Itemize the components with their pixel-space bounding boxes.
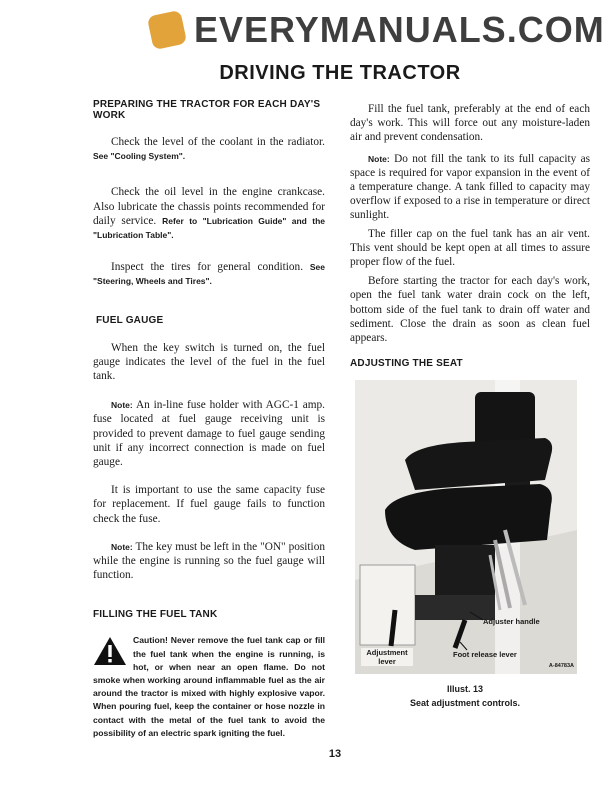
watermark-text: EVERYMANUALS.COM [194,9,605,50]
caution-text: Caution! Never remove the fuel tank cap or fill the fuel tank when the engine is running, is hot, or when near an open flame. Do not smoke when working around inflammable fuel as the air around the tractor is mixed with highly explosive vapor. When pouring fuel, keep the container or hose nozzle in contact with the metal of the fuel tank to avoid the possibility of an electric spark igniting the fuel. [93,635,325,738]
paragraph-text: It is important to use the same capacity fuse for replacement. If fuel gauge fails to function check the fuse. [93,484,325,525]
reference-text: Refer to "Lubrication Guide" and the "Lubrication Table". [93,215,325,241]
tractor-seat-illustration [355,380,577,674]
callout-adjustment-lever: Adjustment lever [361,648,413,666]
callout-adjuster-handle: Adjuster handle [483,617,540,627]
warning-triangle-icon [93,636,127,666]
paragraph-text: Before starting the tractor for each day's work, open the fuel tank water drain cock on the left, bottom side of the fuel tank to drain off water and sediment. Close the drain as soon as clean fuel appears. [350,275,590,345]
figure-caption: Seat adjustment controls. [409,698,521,709]
watermark [150,8,605,52]
paragraph-fill-tank [350,102,590,145]
caution-block [93,634,325,740]
section-heading-filling: FILLING THE FUEL TANK [93,609,218,621]
paragraph-text: The filler cap on the fuel tank has an air vent. This vent should be kept open at all times to assure proper flow of the fuel. [350,227,590,269]
reference-text: See "Cooling System". [93,151,186,162]
paragraph-text: Check the level of the coolant in the radiator. [111,136,325,148]
section-heading-preparing: PREPARING THE TRACTOR FOR EACH DAY'S WORK [93,99,321,121]
paragraph-text: Check the oil level in the engine crankcase. Also lubricate the chassis points recommended for daily service. [93,186,325,227]
page-number: 13 [328,748,342,760]
note-label: Note: [111,400,133,411]
section-heading-fuel-gauge: FUEL GAUGE [96,314,164,326]
callout-foot-release-lever: Foot release lever [453,650,517,660]
note-fuse [93,398,325,469]
paragraph-drain [350,274,590,345]
figure-number: Illust. 13 [446,684,483,695]
paragraph-tires [93,260,325,288]
paragraph-text: When the key switch is turned on, the fuel gauge indicates the level of the fuel in the fuel tank. [93,341,325,383]
note-label: Note: [368,153,390,164]
note-key [93,540,325,583]
paragraph-text: The key must be left in the "ON" position while the engine is running so the fuel gauge will function. [93,540,325,582]
seat-photo [355,380,577,674]
paragraph-text: Fill the fuel tank, preferably at the end of each day's work. This will force out any moisture-laden air and prevent condensation. [350,103,590,144]
section-heading-seat: ADJUSTING THE SEAT [350,358,463,370]
page-title: DRIVING THE TRACTOR [219,62,461,84]
paragraph-fuel-gauge [93,341,325,384]
watermark-logo [147,10,187,50]
paragraph-oil [93,185,325,242]
left-column [93,99,325,740]
paragraph-text: Inspect the tires for general condition. [111,261,304,274]
paragraph-fuse-replacement [93,483,325,526]
note-label: Note: [111,541,133,552]
paragraph-text: Do not fill the tank to its full capacity as space is required for vapor expansion in the event of a temperature change. A tank filled to capacity may overflow if exposed to a rise in temperature or direct sunlight. [350,152,590,222]
figure-code: A-84783A [548,663,574,670]
paragraph-coolant [93,135,325,163]
paragraph-filler-cap [350,227,590,270]
reference-text: See "Steering, Wheels and Tires". [93,262,326,287]
right-column [350,102,590,710]
paragraph-text: An in-line fuse holder with AGC-1 amp. fuse located at fuel gauge receiving unit is provided to prevent damage to fuel gauge sending unit if any incorrect connection is made on fuel gauge. [93,399,326,469]
note-capacity [350,152,590,223]
